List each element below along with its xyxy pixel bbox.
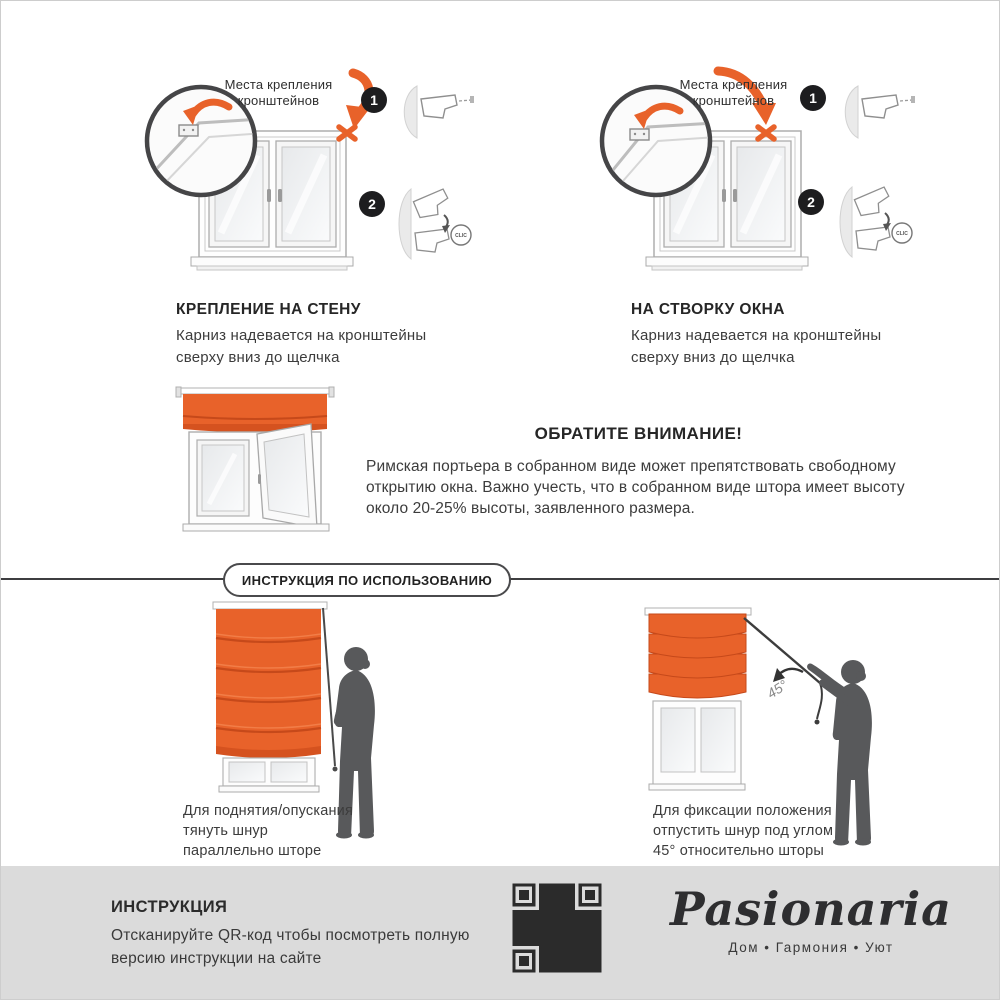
brand-logo (651, 882, 971, 955)
open-window-with-blind-illustration (173, 384, 338, 539)
click-label: CLIC (455, 233, 467, 239)
step-number: 2 (368, 196, 376, 212)
step-number: 2 (807, 194, 815, 210)
footer (1, 866, 1000, 1000)
sash-mount-title: НА СТВОРКУ ОКНА (631, 301, 785, 318)
text-line: Карниз надевается на кронштейны (631, 327, 882, 344)
footer-title: ИНСТРУКЦИЯ (111, 898, 228, 916)
text-line: версию инструкции на сайте (111, 950, 322, 967)
sash-mount-description (631, 325, 881, 369)
step-number: 1 (809, 90, 817, 106)
text-line: параллельно шторе (183, 843, 322, 859)
fix-position-caption (653, 801, 833, 861)
text-line: открытию окна. Важно учесть, что в собранном виде штора имеет высоту (366, 479, 905, 496)
raise-lower-caption (183, 801, 353, 861)
text-line: Для фиксации положения (653, 803, 832, 819)
bracket-points-label: Места крепления кронштейнов (224, 77, 333, 108)
wall-mount-title: КРЕПЛЕНИЕ НА СТЕНУ (176, 301, 361, 318)
text-line: Карниз надевается на кронштейны (176, 327, 427, 344)
bracket-diagram-2 (387, 185, 477, 263)
usage-section-title: ИНСТРУКЦИЯ ПО ИСПОЛЬЗОВАНИЮ (241, 572, 493, 588)
usage-section-badge (223, 563, 511, 597)
bracket-points-label: Места крепления кронштейнов (679, 77, 788, 108)
footer-description (111, 924, 470, 970)
cord-line (323, 608, 335, 766)
bracket-diagram-1 (391, 85, 476, 140)
text-line: сверху вниз до щелчка (631, 349, 795, 366)
step-2-badge (359, 191, 385, 217)
text-line: тянуть шнур (183, 823, 268, 839)
step-1-badge (361, 87, 387, 113)
wall-mount-section (141, 63, 476, 373)
text-line: сверху вниз до щелчка (176, 349, 340, 366)
qr-code (509, 880, 605, 976)
bracket-diagram-1 (832, 85, 917, 140)
bracket-diagram-2 (828, 183, 918, 261)
text-line: отпустить шнур под углом (653, 823, 834, 839)
attention-title: ОБРАТИТЕ ВНИМАНИЕ! (534, 424, 743, 443)
click-label: CLIC (896, 231, 908, 237)
sash-mount-section (596, 63, 931, 373)
text-line: Римская портьера в собранном виде может препятствовать свободному (366, 458, 896, 475)
angle-label: 45° (763, 676, 791, 702)
brand-tagline: Дом • Гармония • Уют (728, 940, 894, 955)
wall-mount-description (176, 325, 426, 369)
attention-body (366, 456, 911, 519)
text-line: Для поднятия/опускания (183, 803, 354, 819)
text-line: Отсканируйте QR-код чтобы посмотреть полную (111, 927, 470, 944)
text-line: около 20-25% высоты, заявленного размера. (366, 500, 695, 517)
brand-name: Pasionaria (670, 882, 952, 936)
text-line: 45° относительно шторы (653, 843, 825, 859)
step-2-badge (798, 189, 824, 215)
step-number: 1 (370, 92, 378, 108)
step-1-badge (800, 85, 826, 111)
